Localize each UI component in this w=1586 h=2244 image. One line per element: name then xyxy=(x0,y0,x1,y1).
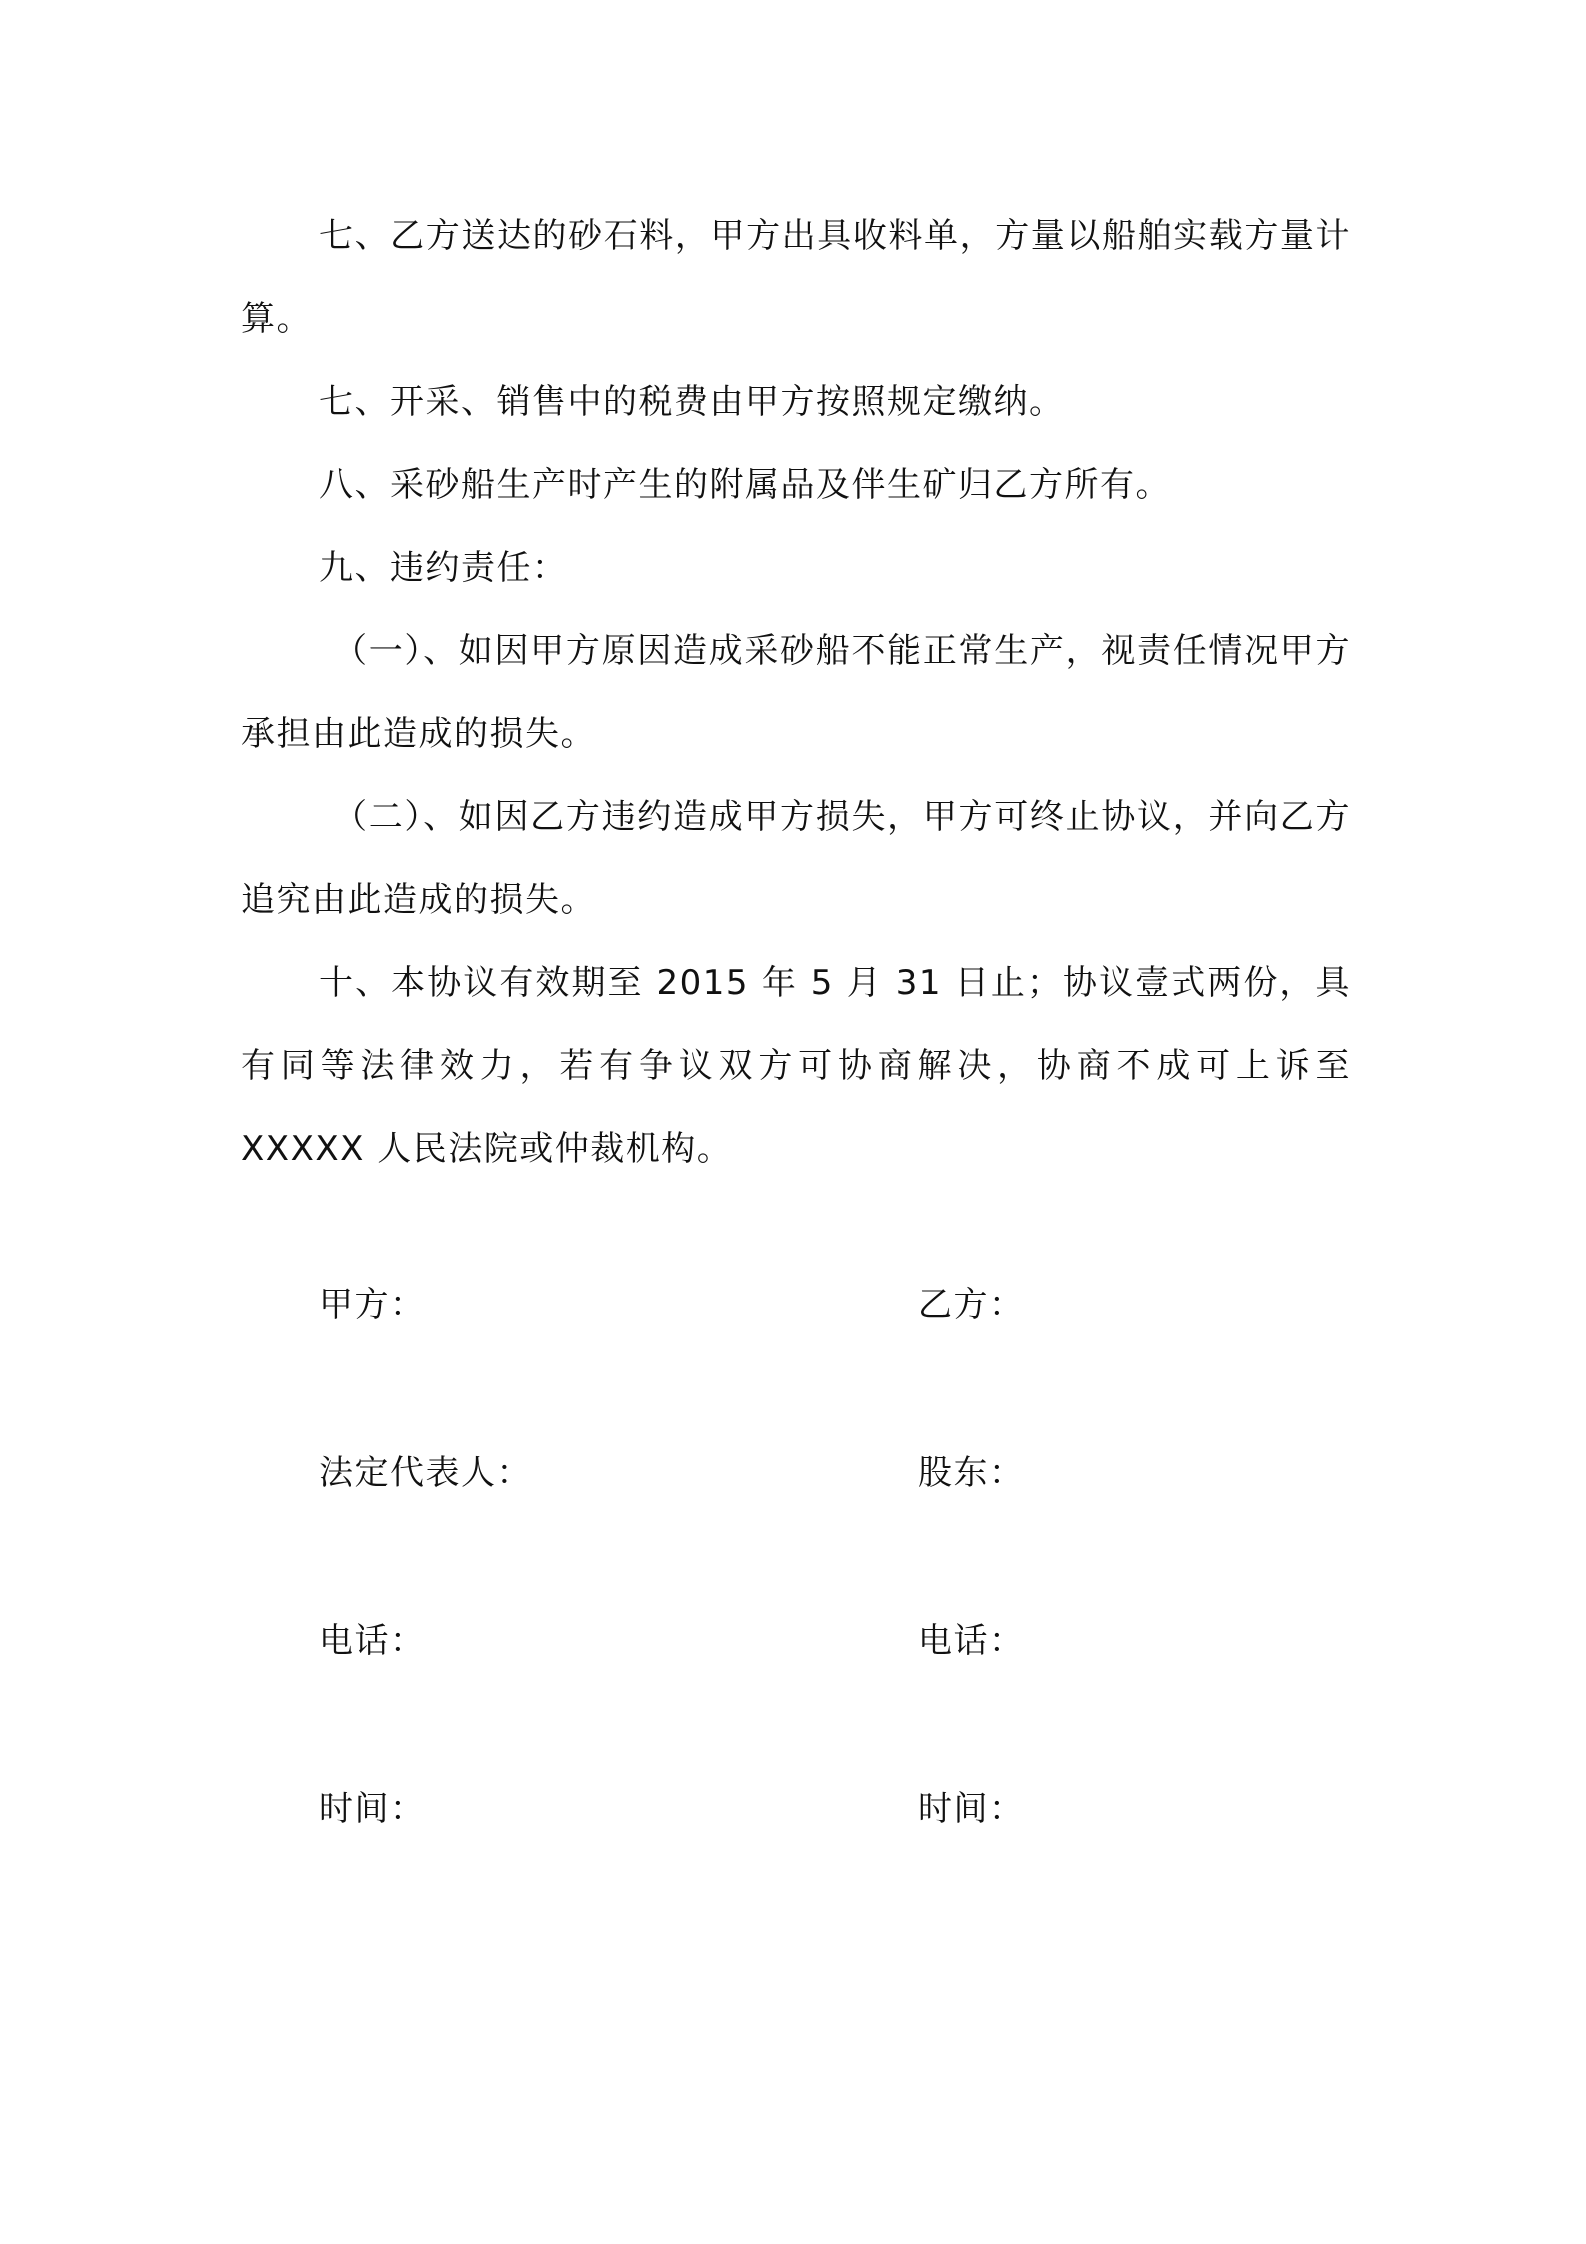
clause-8-byproducts: 八、采砂船生产时产生的附属品及伴生矿归乙方所有。 xyxy=(319,465,1171,505)
party-b-label: 乙方： xyxy=(918,1285,1025,1325)
party-b-date-label: 时间： xyxy=(918,1789,1025,1829)
shareholder-label: 股东： xyxy=(918,1453,1025,1493)
clause-7-taxes: 七、开采、销售中的税费由甲方按照规定缴纳。 xyxy=(319,382,1065,422)
agreement-body xyxy=(241,195,1351,1191)
signature-row-phone xyxy=(0,1616,1586,1784)
clause-10-validity: 十、本协议有效期至 2015 年 5 月 31 日止；协议壹式两份，具有同等法律效力，若有争议双方可协商解决，协商不成可上诉至 XXXXX 人民法院或仲裁机构。 xyxy=(241,963,1351,1169)
legal-representative-label: 法定代表人： xyxy=(319,1453,532,1493)
party-a-date-label: 时间： xyxy=(319,1789,426,1829)
clause-7-delivery: 七、乙方送达的砂石料，甲方出具收料单，方量以船舶实载方量计算。 xyxy=(241,216,1351,339)
clause-9-heading: 九、违约责任： xyxy=(319,548,568,588)
signature-row-party xyxy=(0,1280,1586,1448)
clause-9-item-2: （二）、如因乙方违约造成甲方损失，甲方可终止协议，并向乙方追究由此造成的损失。 xyxy=(241,797,1351,920)
party-b-phone-label: 电话： xyxy=(918,1621,1025,1661)
party-a-label: 甲方： xyxy=(319,1285,426,1325)
signature-row-representative xyxy=(0,1448,1586,1616)
signature-block xyxy=(0,1280,1586,1952)
party-a-phone-label: 电话： xyxy=(319,1621,426,1661)
clause-9-item-1: （一）、如因甲方原因造成采砂船不能正常生产，视责任情况甲方承担由此造成的损失。 xyxy=(241,631,1351,754)
signature-row-date xyxy=(0,1784,1586,1952)
